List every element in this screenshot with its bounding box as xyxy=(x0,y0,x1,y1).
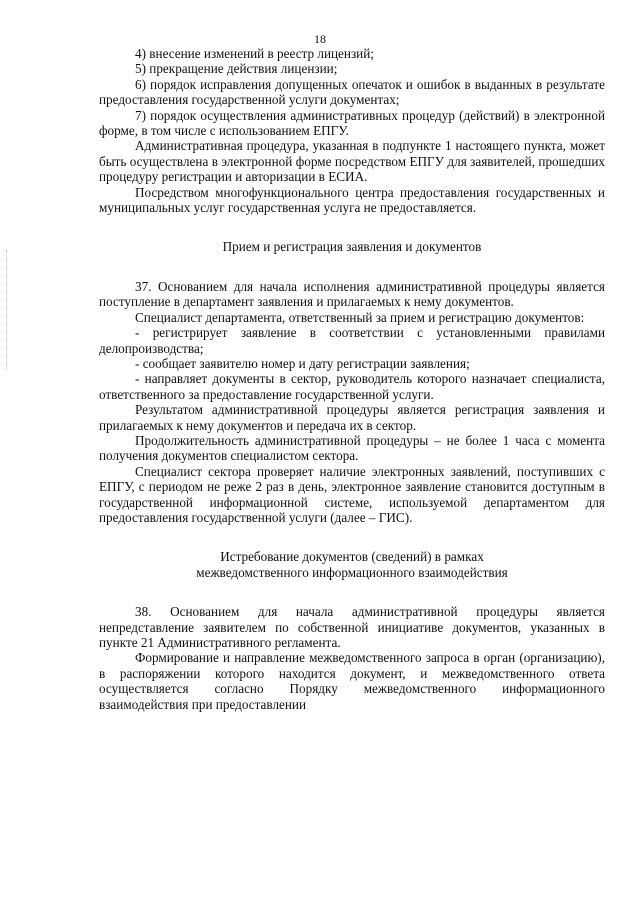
paragraph: - регистрирует заявление в соответствии с установленными правилами делопроизводства; xyxy=(99,325,605,356)
section-heading: Истребование документов (сведений) в рамках xyxy=(220,549,484,565)
page-number: 18 xyxy=(314,32,326,46)
paragraph: 38. Основанием для начала административной процедуры является непредставление заявителем по собственной инициативе документов, указанных в пункте 21 Административного регламента. xyxy=(99,604,605,650)
paragraph: 4) внесение изменений в реестр лицензий; xyxy=(135,46,374,61)
paragraph: - направляет документы в сектор, руководитель которого назначает специалиста, ответственного за предоставление государственной услуги. xyxy=(99,371,605,402)
paragraph: Специалист сектора проверяет наличие электронных заявлений, поступивших с ЕПГУ, с периодом не реже 2 раз в день, электронное заявление становится доступным в государственной информационной системе, используемой департаментом для предоставления государственной услуги (далее – ГИС). xyxy=(99,463,605,525)
paragraph: Формирование и направление межведомственного запроса в орган (организацию), в распоряжении которого находится документ, и межведомственного ответа осуществляется согласно Порядку межведомственного информационного взаимодействия при предоставлении xyxy=(99,650,605,712)
document-body xyxy=(99,46,605,712)
paragraph: Посредством многофункционального центра предоставления государственных и муниципальных услуг государственная услуга не предоставляется. xyxy=(99,184,605,216)
paragraph: Результатом административной процедуры является регистрация заявления и прилагаемых к нему документов и передача их в сектор. xyxy=(99,402,605,433)
section-heading: Прием и регистрация заявления и документов xyxy=(222,239,482,255)
paragraph: 5) прекращение действия лицензии; xyxy=(135,61,338,77)
scan-artifact xyxy=(6,250,9,370)
paragraph: Административная процедура, указанная в подпункте 1 настоящего пункта, может быть осуществлена в электронной форме посредством ЕПГУ для заявителей, прошедших процедуру регистрации и авторизации в ЕСИА. xyxy=(99,138,605,185)
paragraph: - сообщает заявителю номер и дату регистрации заявления; xyxy=(135,355,470,371)
paragraph: Продолжительность административной процедуры – не более 1 часа с момента получения документов специалистом сектора. xyxy=(99,432,605,464)
paragraph: Специалист департамента, ответственный за прием и регистрацию документов: xyxy=(135,309,585,325)
paragraph: 37. Основанием для начала исполнения административной процедуры является поступление в департамент заявления и прилагаемых к нему документов. xyxy=(99,278,605,310)
paragraph: 7) порядок осуществления административных процедур (действий) в электронной форме, в том числе с использованием ЕПГУ. xyxy=(99,107,605,139)
paragraph: 6) порядок исправления допущенных опечаток и ошибок в выданных в результате предоставления государственной услуги документах; xyxy=(99,76,605,108)
section-heading: межведомственного информационного взаимодействия xyxy=(196,564,508,580)
